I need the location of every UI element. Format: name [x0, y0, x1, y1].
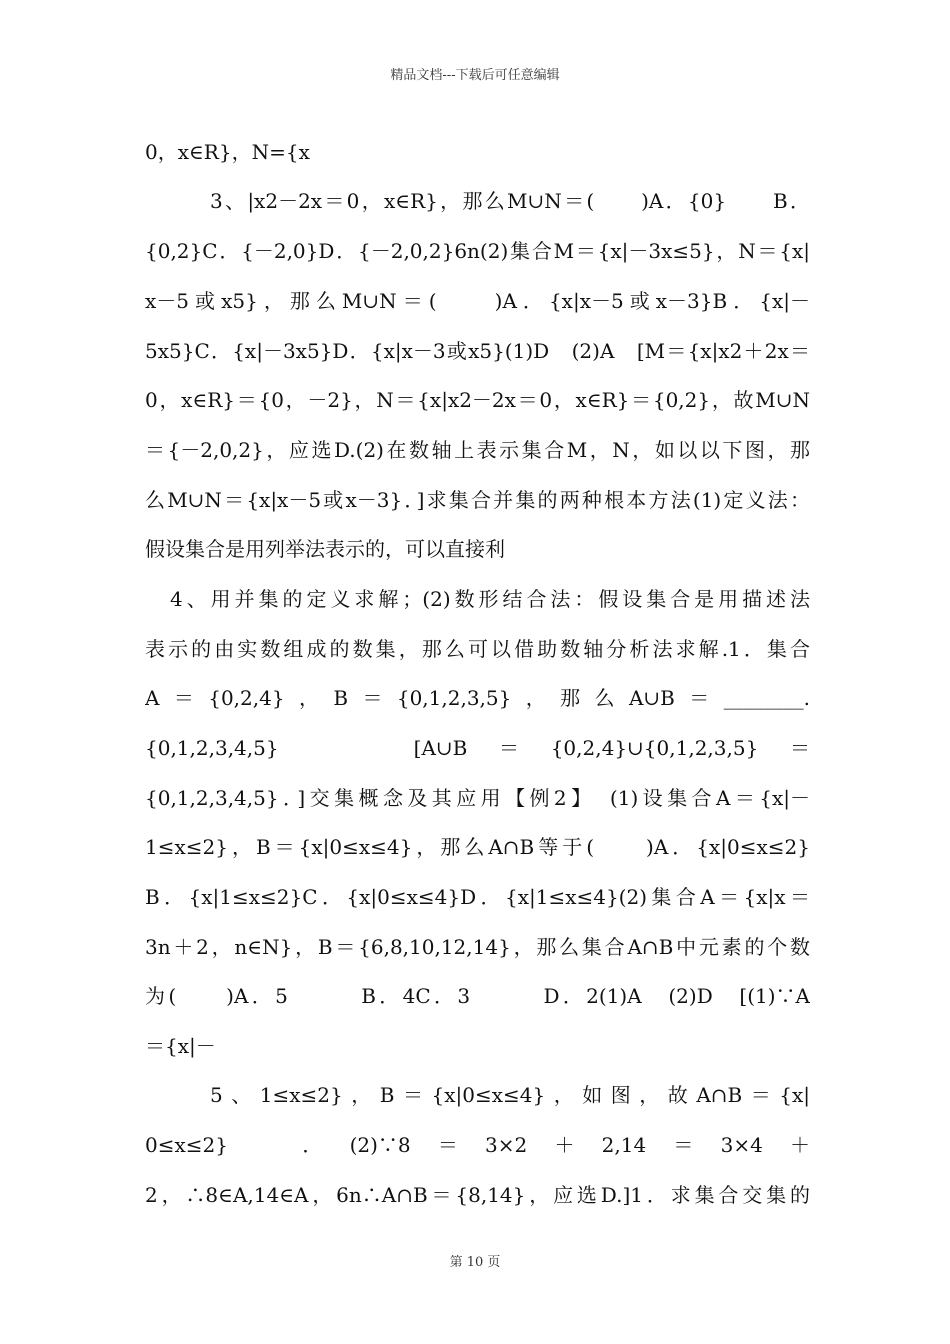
text-line: 5、1≤x≤2}，B＝{x|0≤x≤4}，如图，故A∩B＝{x| — [210, 1083, 810, 1107]
text-line: 0，x∈R}＝{0，－2}，N＝{x|x2－2x＝0，x∈R}＝{0,2}，故M∪N — [145, 388, 810, 412]
text-line: 3n＋2，n∈N}，B＝{6,8,10,12,14}，那么集合A∩B中元素的个数 — [145, 935, 810, 959]
text-line: A＝{0,2,4}，B＝{0,1,2,3,5}，那么A∪B＝________. — [145, 686, 810, 710]
text-line: 0，x∈R}，N={x — [145, 140, 310, 164]
page-header: 精品文档---下载后可任意编辑 — [390, 68, 560, 83]
text-line: 0≤x≤2} ．(2)∵8＝3×2＋2,14＝3×4＋ — [145, 1133, 810, 1157]
text-line: 表示的由实数组成的数集，那么可以借助数轴分析法求解.1．集合 — [145, 637, 810, 661]
page-footer: 第 10 页 — [449, 1255, 501, 1270]
text-line: 为( )A．5 B．4C．3 D．2(1)A (2)D [(1)∵A — [145, 984, 810, 1008]
text-line: 2，∴8∈A,14∈A，6n∴A∩B＝{8,14}，应选D.]1．求集合交集的 — [145, 1183, 810, 1207]
text-line: ＝{x|－ — [145, 1034, 216, 1058]
text-line: x－5或x5}，那么M∪N＝( )A．{x|x－5或x－3}B．{x|－ — [145, 289, 810, 313]
text-line: {0,2}C．{－2,0}D．{－2,0,2}6n(2)集合M＝{x|－3x≤5}，N＝{x| — [145, 239, 810, 263]
text-line: {0,1,2,3,4,5}．]交集概念及其应用【例2】 (1)设集合A＝{x|－ — [145, 786, 810, 810]
text-line: 1≤x≤2}，B＝{x|0≤x≤4}，那么A∩B等于( )A．{x|0≤x≤2} — [145, 835, 810, 859]
text-line: {0,1,2,3,4,5} [A∪B＝{0,2,4}∪{0,1,2,3,5}＝ — [145, 736, 810, 760]
text-line: 么M∪N＝{x|x－5或x－3}．]求集合并集的两种根本方法(1)定义法： — [145, 488, 810, 512]
text-line: 4、用并集的定义求解；(2)数形结合法：假设集合是用描述法 — [170, 587, 810, 611]
text-line: 3、|x2－2x＝0，x∈R}，那么M∪N＝( )A．{0} B． — [210, 189, 810, 213]
text-line: ＝{－2,0,2}，应选D.(2)在数轴上表示集合M，N，如以以下图，那 — [145, 438, 810, 462]
text-line: 假设集合是用列举法表示的，可以直接利 — [145, 537, 505, 561]
text-line: B．{x|1≤x≤2}C．{x|0≤x≤4}D．{x|1≤x≤4}(2)集合A＝{x|x＝ — [145, 885, 810, 909]
text-line: 5x5}C．{x|－3x5}D．{x|x－3或x5}(1)D (2)A [M＝{x|x2＋2x＝ — [145, 339, 810, 363]
